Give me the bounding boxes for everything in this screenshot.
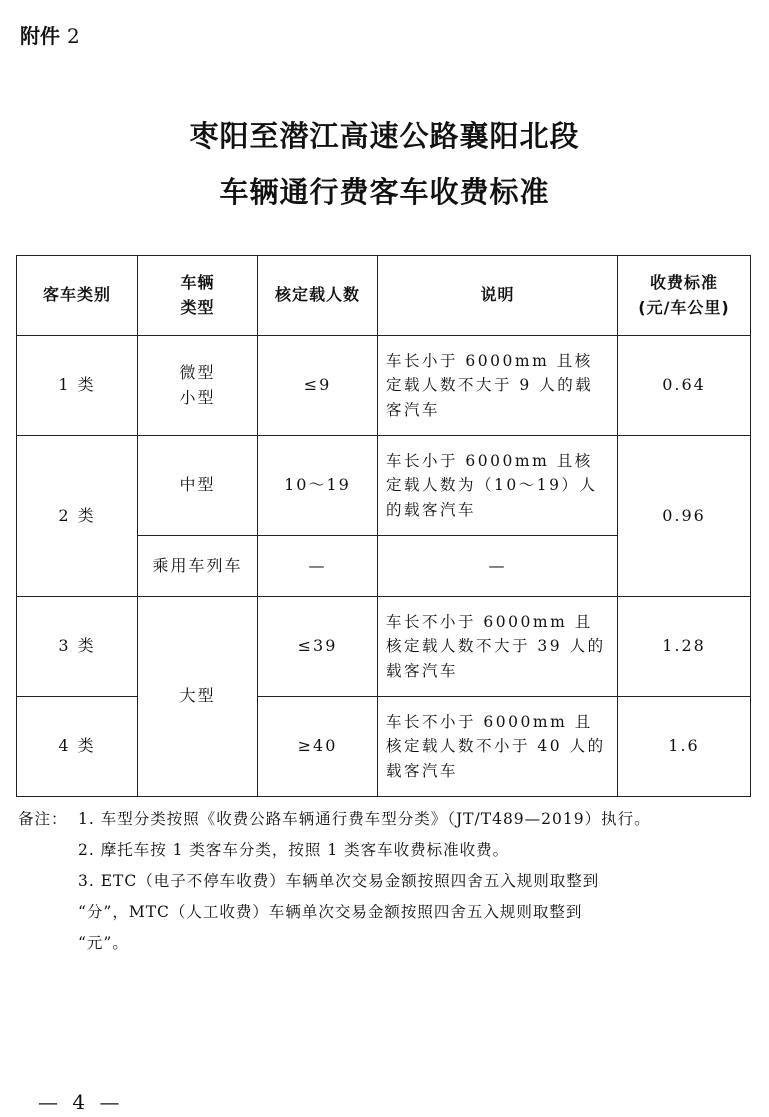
header-vehicle-type	[138, 256, 258, 336]
header-description: 说明	[378, 256, 618, 336]
note-item-continuation: “元”。	[78, 934, 129, 952]
document-title-line2: 车辆通行费客车收费标准	[219, 175, 550, 209]
category-cell: 1 类	[17, 336, 138, 436]
header-fee	[618, 256, 751, 336]
category-cell: 4 类	[17, 697, 138, 797]
table-row	[17, 597, 751, 697]
note-item-continuation: “分”，MTC（人工收费）车辆单次交易金额按照四舍五入规则取整到	[78, 903, 583, 921]
seats-cell: 10～19	[258, 436, 378, 536]
vehicle-type-cell: 大型	[138, 597, 258, 797]
vehicle-type-line1: 微型	[179, 362, 216, 382]
seats-cell: ≥40	[258, 697, 378, 797]
seats-cell: ≤39	[258, 597, 378, 697]
table-row	[17, 336, 751, 436]
notes-section	[18, 804, 758, 959]
description-cell: 车长小于 6000mm 且核定载人数为（10～19）人的载客汽车	[378, 436, 618, 536]
fee-cell: 1.28	[618, 597, 751, 697]
header-fee-line2: (元/车公里)	[638, 297, 730, 317]
vehicle-type-cell: 中型	[138, 436, 258, 536]
seats-cell: —	[258, 536, 378, 597]
note-text: 1. 车型分类按照《收费公路车辆通行费车型分类》（JT/T489—2019）执行。	[78, 810, 651, 828]
fee-table	[16, 255, 751, 797]
attachment-word: 附件	[20, 24, 60, 48]
fee-cell: 1.6	[618, 697, 751, 797]
attachment-label	[20, 20, 80, 49]
fee-cell: 0.96	[618, 436, 751, 597]
note-item: 2. 摩托车按 1 类客车分类，按照 1 类客车收费标准收费。	[78, 841, 510, 859]
notes-label: 备注：	[18, 810, 68, 828]
table-row	[17, 697, 751, 797]
table-header-row	[17, 256, 751, 336]
page-number: — 4 —	[38, 1090, 124, 1114]
description-cell: 车长小于 6000mm 且核定载人数不大于 9 人的载客汽车	[378, 336, 618, 436]
vehicle-type-cell	[138, 336, 258, 436]
header-category: 客车类别	[17, 256, 138, 336]
category-cell: 3 类	[17, 597, 138, 697]
seats-cell: ≤9	[258, 336, 378, 436]
description-cell: 车长不小于 6000mm 且核定载人数不大于 39 人的载客汽车	[378, 597, 618, 697]
attachment-number: 2	[66, 24, 80, 48]
description-cell: —	[378, 536, 618, 597]
header-type-line1: 车辆	[180, 272, 215, 292]
vehicle-type-cell: 乘用车列车	[138, 536, 258, 597]
category-cell: 2 类	[17, 436, 138, 597]
document-title-line1: 枣阳至潜江高速公路襄阳北段	[189, 119, 580, 153]
header-fee-line1: 收费标准	[649, 272, 718, 292]
note-item: 3. ETC（电子不停车收费）车辆单次交易金额按照四舍五入规则取整到	[78, 872, 600, 890]
vehicle-type-line2: 小型	[179, 387, 216, 407]
note-item	[18, 804, 758, 835]
header-seats: 核定载人数	[258, 256, 378, 336]
fee-cell: 0.64	[618, 336, 751, 436]
header-type-line2: 类型	[180, 297, 215, 317]
description-cell: 车长不小于 6000mm 且核定载人数不小于 40 人的载客汽车	[378, 697, 618, 797]
table-row	[17, 436, 751, 536]
